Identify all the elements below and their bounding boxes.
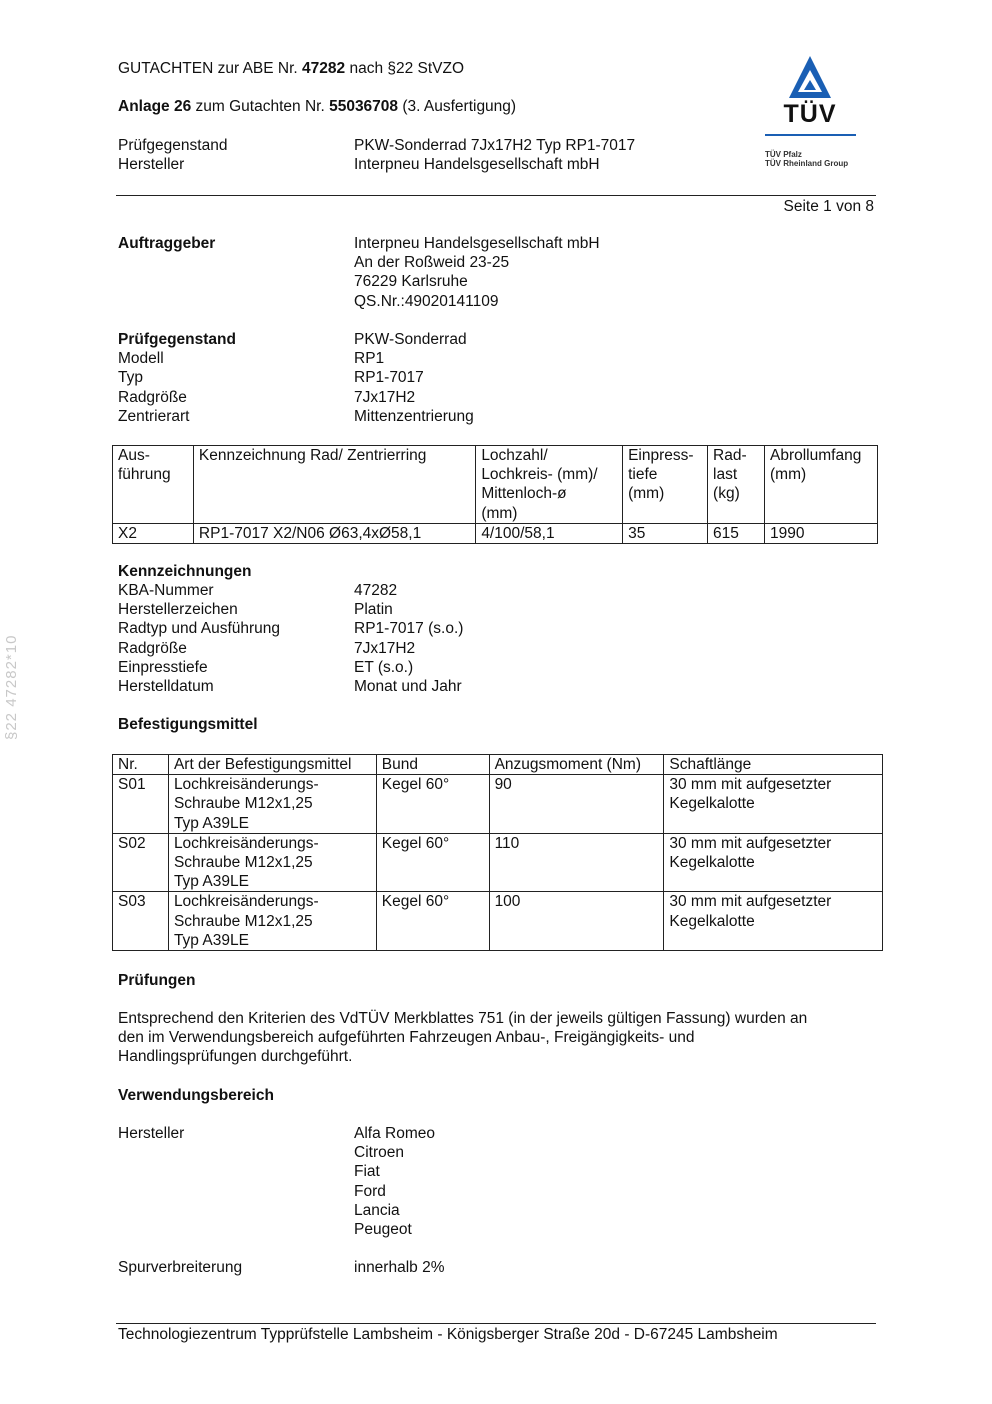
- header-hersteller-value: Interpneu Handelsgesellschaft mbH: [354, 156, 600, 173]
- befestigung-title: Befestigungsmittel: [118, 716, 258, 733]
- bef-cell-art: Lochkreisänderungs- Schraube M12x1,25 Typ A39LE: [168, 775, 376, 834]
- table-row: [113, 892, 883, 951]
- zentrierart-label: Zentrierart: [118, 407, 190, 425]
- wheel-header-ausfuehrung: Aus- führung: [113, 446, 194, 524]
- kba-label: KBA-Nummer: [118, 582, 214, 599]
- bef-cell-nr: S01: [113, 775, 169, 834]
- bef-cell-art: Lochkreisänderungs- Schraube M12x1,25 Typ A39LE: [168, 833, 376, 892]
- auftraggeber-line: 76229 Karlsruhe: [354, 273, 468, 291]
- list-item: Fiat: [354, 1163, 380, 1181]
- table-row: [113, 775, 883, 834]
- wheel-header-kennzeichnung: Kennzeichnung Rad/ Zentrierring: [193, 446, 475, 524]
- pruefgegenstand-labels: [118, 330, 236, 426]
- spurverbreiterung-label: Spurverbreiterung: [118, 1259, 243, 1276]
- radgroesse-label: Radgröße: [118, 639, 187, 657]
- verwendung-hersteller-list: [354, 1124, 435, 1239]
- kennzeichnungen-values: [354, 581, 463, 696]
- header-pg-value: PKW-Sonderrad 7Jx17H2 Typ RP1-7017: [354, 137, 636, 154]
- bef-header-art: Art der Befestigungsmittel: [168, 755, 376, 775]
- typ-value: RP1-7017: [354, 369, 424, 387]
- bef-cell-moment: 90: [489, 775, 664, 834]
- modell-value: RP1: [354, 350, 385, 368]
- side-stamp: §22 47282*10: [3, 634, 20, 740]
- list-item: Lancia: [354, 1201, 400, 1219]
- herstellerzeichen-value: Platin: [354, 601, 393, 619]
- list-item: Citroen: [354, 1144, 404, 1162]
- wheel-table: [112, 445, 878, 544]
- pruefungen-line: den im Verwendungsbereich aufgeführten Fahrzeugen Anbau-, Freigängigkeits- und: [118, 1029, 695, 1047]
- pruefgegenstand-value: PKW-Sonderrad: [354, 331, 467, 348]
- verwendung-hersteller-label: Hersteller: [118, 1125, 185, 1142]
- bef-cell-schaft: 30 mm mit aufgesetzter Kegelkalotte: [664, 833, 883, 892]
- wheel-cell-ausfuehrung: X2: [113, 524, 194, 544]
- tuv-logo-text: TÜV: [783, 100, 837, 128]
- gutachten-number: 55036708: [329, 98, 399, 115]
- table-row: [113, 833, 883, 892]
- header-pg-label: Prüfgegenstand: [118, 137, 228, 154]
- bef-cell-bund: Kegel 60°: [376, 833, 489, 892]
- verwendung-title: Verwendungsbereich: [118, 1087, 274, 1104]
- list-item: Alfa Romeo: [354, 1125, 435, 1142]
- kennzeichnungen-title: Kennzeichnungen: [118, 563, 252, 580]
- bef-cell-art: Lochkreisänderungs- Schraube M12x1,25 Typ A39LE: [168, 892, 376, 951]
- bef-cell-bund: Kegel 60°: [376, 892, 489, 951]
- list-item: Peugeot: [354, 1220, 412, 1238]
- typ-label: Typ: [118, 369, 143, 387]
- anlage-title: [118, 97, 516, 116]
- list-item: Ford: [354, 1182, 386, 1200]
- radgroesse-value: 7Jx17H2: [354, 388, 416, 406]
- wheel-header-abrollumfang: Abrollumfang (mm): [765, 446, 878, 524]
- bef-cell-nr: S03: [113, 892, 169, 951]
- bef-cell-schaft: 30 mm mit aufgesetzter Kegelkalotte: [664, 775, 883, 834]
- wheel-cell-einpresstiefe: 35: [623, 524, 708, 544]
- anlage-number: Anlage 26: [118, 98, 192, 115]
- bef-cell-bund: Kegel 60°: [376, 775, 489, 834]
- wheel-cell-abrollumfang: 1990: [765, 524, 878, 544]
- wheel-table-header-row: [113, 446, 878, 524]
- bef-header-bund: Bund: [376, 755, 489, 775]
- radgroesse-value: 7Jx17H2: [354, 639, 416, 657]
- einpresstiefe-value: ET (s.o.): [354, 658, 414, 676]
- wheel-header-radlast: Rad- last (kg): [708, 446, 765, 524]
- wheel-header-einpresstiefe: Einpress- tiefe (mm): [623, 446, 708, 524]
- einpresstiefe-label: Einpresstiefe: [118, 658, 208, 676]
- wheel-header-lochzahl: Lochzahl/ Lochkreis- (mm)/ Mittenloch-ø (mm): [476, 446, 623, 524]
- bef-header-schaft: Schaftlänge: [664, 755, 883, 775]
- anlage-text: zum Gutachten Nr.: [191, 98, 330, 115]
- tuv-logo: [760, 54, 860, 174]
- zentrierart-value: Mittenzentrierung: [354, 407, 474, 425]
- wheel-cell-radlast: 615: [708, 524, 765, 544]
- page-number: Seite 1 von 8: [783, 198, 874, 215]
- auftraggeber-label: Auftraggeber: [118, 235, 216, 252]
- radtyp-value: RP1-7017 (s.o.): [354, 620, 464, 638]
- pruefungen-paragraph: [118, 1009, 807, 1067]
- tuv-logo-sub1: TÜV Pfalz: [765, 150, 802, 159]
- bef-cell-nr: S02: [113, 833, 169, 892]
- bef-cell-moment: 110: [489, 833, 664, 892]
- abe-title: [118, 59, 464, 78]
- wheel-cell-lochzahl: 4/100/58,1: [476, 524, 623, 544]
- auftraggeber-line: An der Roßweid 23-25: [354, 254, 510, 272]
- auftraggeber-line: QS.Nr.:49020141109: [354, 292, 499, 310]
- tuv-logo-sub2: TÜV Rheinland Group: [765, 159, 849, 168]
- befestigung-table: [112, 754, 883, 951]
- pruefungen-line: Entsprechend den Kriterien des VdTÜV Merkblattes 751 (in der jeweils gültigen Fassung) wurden an: [118, 1010, 808, 1027]
- abe-title-prefix: GUTACHTEN zur ABE Nr.: [118, 60, 303, 77]
- herstellerzeichen-label: Herstellerzeichen: [118, 601, 238, 619]
- ausfertigung: (3. Ausfertigung): [398, 98, 517, 115]
- modell-label: Modell: [118, 350, 164, 368]
- kba-value: 47282: [354, 582, 398, 599]
- abe-number: 47282: [302, 60, 346, 77]
- pruefgegenstand-label: Prüfgegenstand: [118, 331, 236, 348]
- tuv-logo-rule: [765, 134, 856, 136]
- bef-cell-schaft: 30 mm mit aufgesetzter Kegelkalotte: [664, 892, 883, 951]
- herstelldatum-value: Monat und Jahr: [354, 677, 462, 695]
- auftraggeber-address: [354, 234, 600, 311]
- spurverbreiterung-value: innerhalb 2%: [354, 1259, 445, 1276]
- footer-address: Technologiezentrum Typprüfstelle Lambsheim - Königsberger Straße 20d - D-67245 Lambsheim: [118, 1326, 778, 1343]
- radgroesse-label: Radgröße: [118, 388, 187, 406]
- auftraggeber-line: Interpneu Handelsgesellschaft mbH: [354, 235, 600, 252]
- radtyp-label: Radtyp und Ausführung: [118, 620, 281, 638]
- pruefungen-title: Prüfungen: [118, 972, 196, 989]
- herstelldatum-label: Herstelldatum: [118, 677, 214, 695]
- pruefungen-line: Handlingsprüfungen durchgeführt.: [118, 1048, 353, 1066]
- table-row: [113, 524, 878, 544]
- footer-divider: [116, 1323, 876, 1324]
- bef-header-nr: Nr.: [113, 755, 169, 775]
- header-hersteller-label: Hersteller: [118, 156, 185, 173]
- abe-title-suffix: nach §22 StVZO: [345, 60, 465, 77]
- pruefgegenstand-values: [354, 330, 474, 426]
- wheel-cell-kennzeichnung: RP1-7017 X2/N06 Ø63,4xØ58,1: [193, 524, 475, 544]
- kennzeichnungen-labels: [118, 581, 280, 696]
- header-divider: [116, 195, 876, 196]
- bef-header-moment: Anzugsmoment (Nm): [489, 755, 664, 775]
- befestigung-header-row: [113, 755, 883, 775]
- bef-cell-moment: 100: [489, 892, 664, 951]
